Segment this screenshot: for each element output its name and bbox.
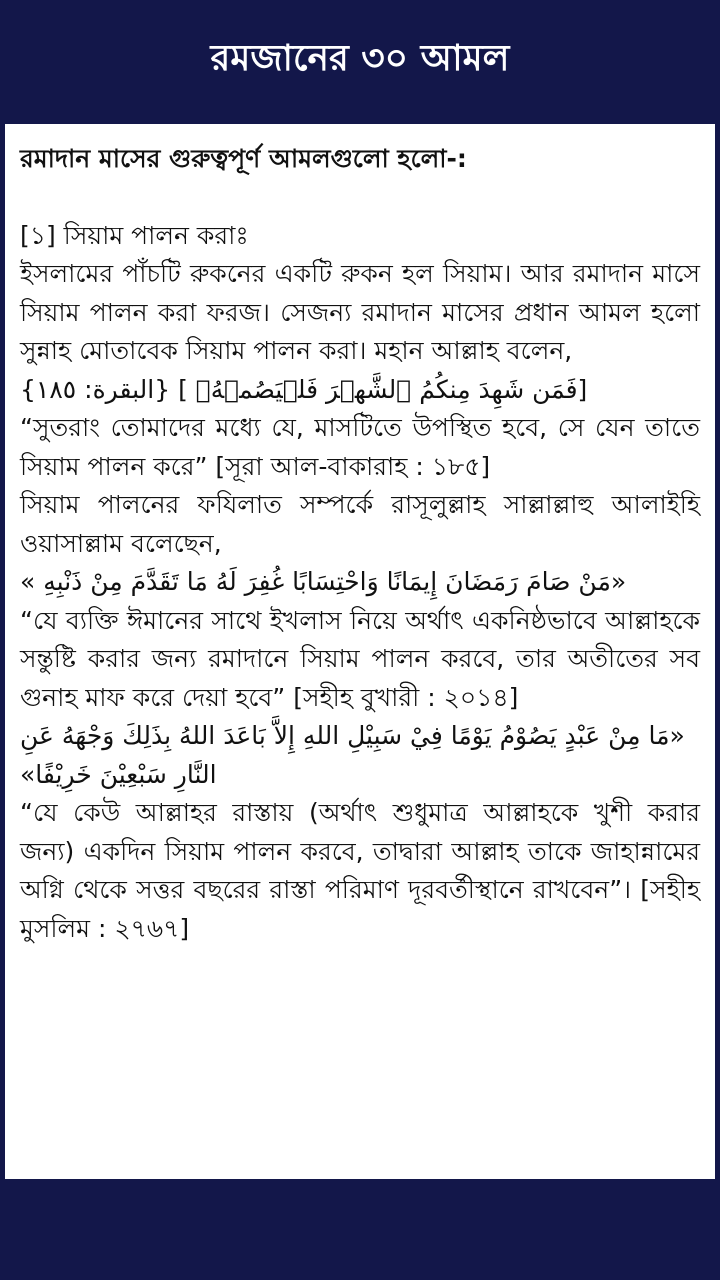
paragraph-intro: ইসলামের পাঁচটি রুকনের একটি রুকন হল সিয়াম। আর রমাদান মাসে সিয়াম পালন করা ফরজ। সেজন্য রমাদান মাসের প্রধান আমল হলো সুন্নাহ মোতাবেক সিয়াম পালন করা। মহান আল্লাহ বলেন,	[20, 259, 700, 365]
section-title: [১] সিয়াম পালন করাঃ	[20, 220, 249, 250]
app-title: রমজানের ৩০ আমল	[210, 38, 510, 79]
article-card[interactable]	[5, 124, 715, 1179]
article-heading: রমাদান মাসের গুরুত্বপূর্ণ আমলগুলো হলো-:	[20, 144, 467, 173]
translation-hadith-2: “যে কেউ আল্লাহর রাস্তায় (অর্থাৎ শুধুমাত্র আল্লাহকে খুশী করার জন্য) একদিন সিয়াম পালন করবে, তাদ্বারা আল্লাহ তাকে জাহান্নামের অগ্নি থেকে সত্তর বছরের রাস্তা পরিমাণ দূরবর্তীস্থানে রাখবেন”। [সহীহ মুসলিম : ২৭৬৭]	[20, 798, 700, 943]
app-bar	[0, 0, 720, 122]
article-body	[5, 124, 715, 948]
arabic-hadith-2: «مَا مِنْ عَبْدٍ يَصُوْمُ يَوْمًا فِيْ سَبِيْلِ اللهِ إِلاَّ بَاعَدَ اللهُ بِذَلِكَ وَجْهَهُ عَنِ النَّارِ سَبْعِيْنَ خَرِيْفًا»	[20, 721, 685, 789]
translation-hadith-1: “যে ব্যক্তি ঈমানের সাথে ইখলাস নিয়ে অর্থাৎ একনিষ্ঠভাবে আল্লাহকে সন্তুষ্টি করার জন্য রমাদানে সিয়াম পালন করবে, তার অতীতের সব গুনাহ মাফ করে দেয়া হবে” [সহীহ বুখারী : ২০১৪]	[20, 605, 700, 712]
bottom-area	[0, 1180, 720, 1280]
paragraph-virtue: সিয়াম পালনের ফযিলাত সম্পর্কে রাসূলুল্লাহ সাল্লাল্লাহু আলাইহি ওয়াসাল্লাম বলেছেন,	[20, 490, 700, 558]
translation-quran-verse: “সুতরাং তোমাদের মধ্যে যে, মাসটিতে উপস্থিত হবে, সে যেন তাতে সিয়াম পালন করে” [সূরা আল-বাকারাহ : ১৮৫]	[20, 413, 700, 481]
arabic-quran-verse: [فَمَن شَهِدَ مِنكُمُ ٱلشَّهۡرَ فَلۡيَصُمۡهُۖ ] {البقرة: ١٨٥}	[20, 374, 588, 404]
arabic-hadith-1: «مَنْ صَامَ رَمَضَانَ إِيمَانًا وَاحْتِسَابًا غُفِرَ لَهُ مَا تَقَدَّمَ مِنْ ذَنْبِهِ »	[20, 567, 627, 596]
